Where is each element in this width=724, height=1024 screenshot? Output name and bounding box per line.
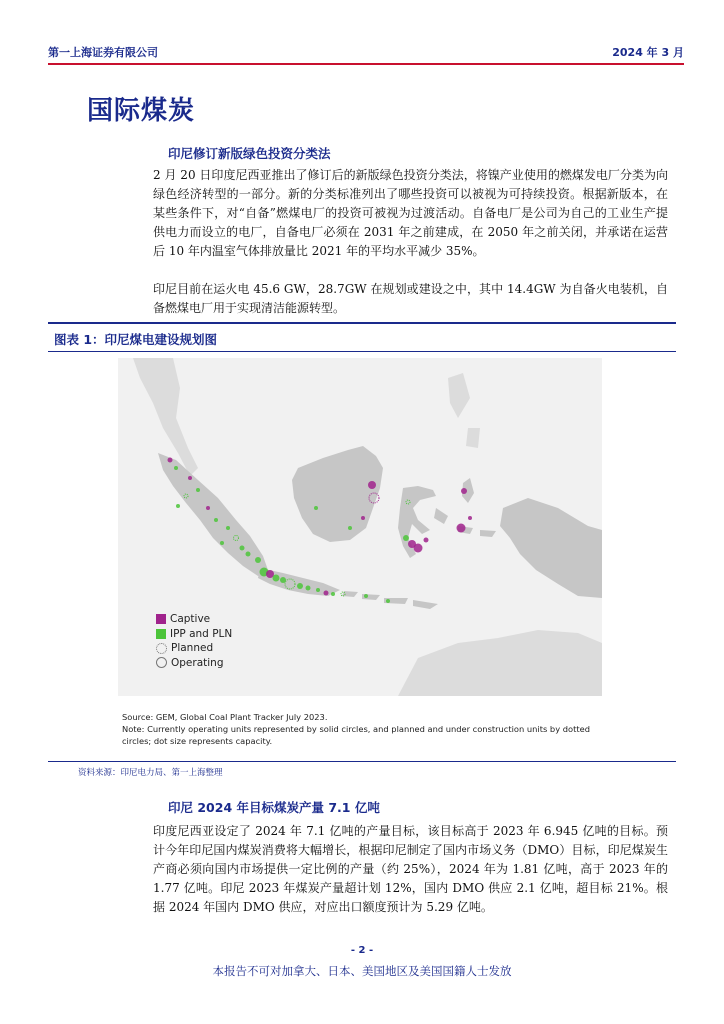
legend-captive (156, 612, 232, 627)
legend-captive-label: Captive (170, 613, 211, 626)
power-plant-marker-3 (188, 476, 192, 480)
power-plant-marker-4 (196, 488, 200, 492)
power-plant-marker-20 (316, 588, 320, 592)
power-plant-marker-28 (361, 516, 365, 520)
footer-disclaimer: 本报告不可对加拿大、日本、美国地区及美国国籍人士发放 (212, 964, 512, 978)
section-title: 国际煤炭 (87, 96, 196, 126)
figure-rule-mid (48, 351, 676, 352)
power-plant-marker-21 (324, 591, 329, 596)
power-plant-marker-2 (174, 466, 178, 470)
figure-note-source: Source: GEM, Global Coal Plant Tracker July 2023. (122, 712, 328, 722)
power-plant-marker-33 (414, 544, 423, 553)
power-plant-marker-11 (246, 552, 251, 557)
power-plant-marker-12 (255, 557, 261, 563)
power-plant-marker-22 (331, 592, 335, 596)
header-rule (48, 63, 684, 65)
figure-rule-bottom (48, 761, 676, 762)
legend-planned-swatch (156, 643, 167, 654)
legend-operating-swatch (156, 657, 167, 668)
legend-captive-swatch (156, 614, 166, 624)
power-plant-marker-40 (220, 541, 224, 545)
figure-rule-top (48, 322, 676, 324)
power-plant-marker-34 (424, 538, 429, 543)
figure-note (122, 711, 602, 747)
power-plant-marker-6 (206, 506, 210, 510)
power-plant-marker-26 (368, 481, 376, 489)
article1-paragraph-1: 2 月 20 日印度尼西亚推出了修订后的新版绿色投资分类法，将镍产业使用的燃煤发电厂分类为向绿色经济转型的一部分。新的分类标准列出了哪些投资可以被视为可持续投资。根据新版本，在某些条件下，对“自备”燃煤电厂的投资可被视为过渡活动。自备电厂是公司为自己的工业生产提供电力而设立的电厂，自备电厂必须在 2031 年之前建成，在 2050 年之前关闭，并承诺在运营后 10 年内温室气体排放量比 2021 年的平均水平减少 35%。 (153, 168, 668, 258)
header-date: 2024 年 3 月 (612, 46, 684, 59)
power-plant-marker-10 (240, 546, 245, 551)
power-plant-marker-36 (457, 524, 466, 533)
legend-planned (156, 641, 232, 656)
figure-note-text: Note: Currently operating units represented by solid circles, and planned and under construction units by dotted circles; dot size represents capacity. (122, 724, 590, 746)
legend-operating-label: Operating (171, 656, 224, 669)
power-plant-marker-25 (386, 599, 390, 603)
header-company: 第一上海证券有限公司 (48, 46, 158, 59)
power-plant-marker-35 (461, 488, 467, 494)
article2-paragraph: 印度尼西亚设定了 2024 年 7.1 亿吨的产量目标，该目标高于 2023 年 6.945 亿吨的目标。预计今年印尼国内煤炭消费将大幅增长，根据印尼制定了国内市场义务（DMO）目标，印尼煤炭生产商必须向国内市场提供一定比例的产量（约 25%），2024 年为 1.81 亿吨，高于 2023 年的 1.77 亿吨。印尼 2023 年煤炭产量超计划 12%，国内 DMO 供应 2.1 亿吨，超目标 21%。根据 2024 年国内 DMO 供应，对应出口额度预计为 5.29 亿吨。 (153, 824, 668, 914)
power-plant-marker-31 (403, 535, 409, 541)
article2-heading: 印尼 2024 年目标煤炭产量 7.1 亿吨 (168, 800, 380, 815)
power-plant-marker-15 (273, 575, 280, 582)
power-plant-marker-29 (348, 526, 352, 530)
power-plant-marker-19 (306, 586, 311, 591)
article1-heading: 印尼修订新版绿色投资分类法 (168, 146, 331, 161)
power-plant-marker-7 (214, 518, 218, 522)
power-plant-marker-30 (314, 506, 318, 510)
article1-paragraph-2: 印尼目前在运火电 45.6 GW，28.7GW 在规划或建设之中，其中 14.4GW 为自备火电装机，自备燃煤电厂用于实现清洁能源转型。 (153, 282, 668, 315)
power-plant-marker-24 (364, 594, 368, 598)
power-plant-marker-8 (226, 526, 230, 530)
figure-title: 图表 1：印尼煤电建设规划图 (54, 332, 218, 347)
legend-planned-label: Planned (171, 642, 214, 655)
figure-data-source: 资料来源：印尼电力局、第一上海整理 (78, 768, 223, 778)
legend-ipp (156, 627, 232, 642)
power-plant-marker-39 (176, 504, 180, 508)
legend-ipp-label: IPP and PLN (170, 627, 233, 640)
power-plant-marker-16 (280, 577, 286, 583)
power-plant-marker-1 (168, 458, 173, 463)
page-number: - 2 - (350, 945, 374, 956)
power-plant-marker-37 (468, 516, 472, 520)
legend-ipp-swatch (156, 629, 166, 639)
power-plant-marker-18 (297, 583, 303, 589)
map-legend (156, 612, 232, 670)
legend-operating (156, 656, 232, 671)
